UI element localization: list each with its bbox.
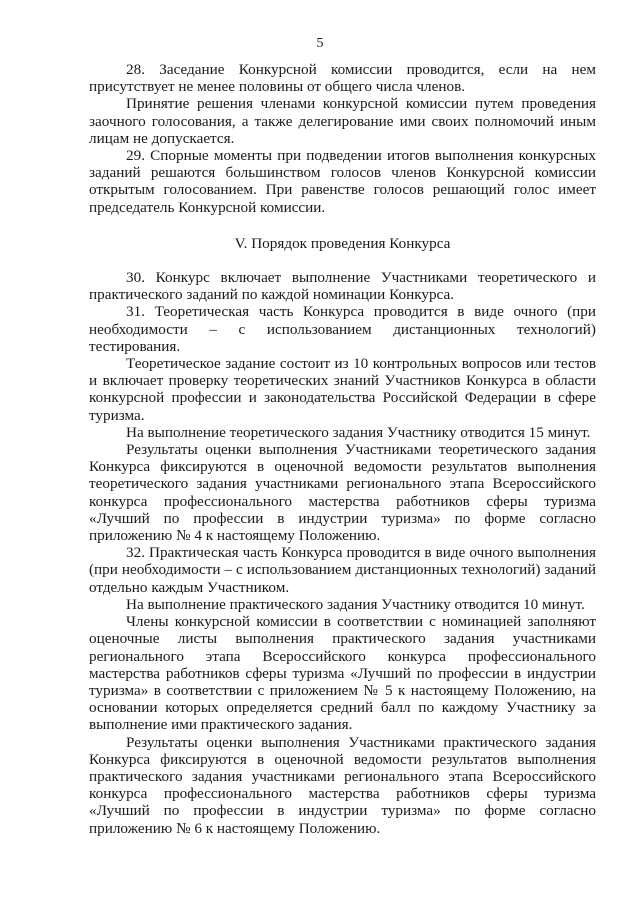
- page-number: 5: [316, 36, 324, 51]
- paragraph-voting-rules: Принятие решения членами конкурсной комиссии путем проведения заочного голосования, а также делегирование ими своих полномочий иным лицам не допускается.: [89, 95, 596, 147]
- paragraph-32: 32. Практическая часть Конкурса проводится в виде очного выполнения (при необходимости – с использованием дистанционных технологий) заданий отдельно каждым Участником.: [89, 544, 596, 596]
- paragraph-30: 30. Конкурс включает выполнение Участниками теоретического и практического заданий по каждой номинации Конкурса.: [89, 269, 596, 304]
- paragraph-theory-results: Результаты оценки выполнения Участниками теоретического задания Конкурса фиксируются в оценочной ведомости результатов выполнения теоретического задания участниками регионального этапа Всероссийского конкурса профессионального мастерства работников сферы туризма «Лучший по профессии в индустрии туризма» по форме согласно приложению № 4 к настоящему Положению.: [89, 441, 596, 545]
- paragraph-practice-time: На выполнение практического задания Участнику отводится 10 минут.: [126, 595, 585, 613]
- paragraph-28: 28. Заседание Конкурсной комиссии проводится, если на нем присутствует не менее половины от общего числа членов.: [89, 61, 596, 96]
- paragraph-31: 31. Теоретическая часть Конкурса проводится в виде очного (при необходимости – с использованием дистанционных технологий) тестирования.: [89, 303, 596, 355]
- paragraph-theory-time: На выполнение теоретического задания Участнику отводится 15 минут.: [126, 423, 591, 441]
- paragraph-practice-results: Результаты оценки выполнения Участниками практического задания Конкурса фиксируются в оценочной ведомости результатов выполнения практического задания участниками регионального этапа Всероссийского конкурса профессионального мастерства работников сферы туризма «Лучший по профессии в индустрии туризма» по форме согласно приложению № 6 к настоящему Положению.: [89, 733, 596, 837]
- paragraph-theory-task: Теоретическое задание состоит из 10 контрольных вопросов или тестов и включает проверку теоретических знаний Участников Конкурса в области конкурсной профессии и законодательства Российской Федерации в сфере туризма.: [89, 355, 596, 424]
- section-heading: V. Порядок проведения Конкурса: [234, 234, 451, 252]
- paragraph-evaluation-sheets: Члены конкурсной комиссии в соответствии с номинацией заполняют оценочные листы выполнения практического задания участниками регионального этапа Всероссийского конкурса профессионального мастерства работников сферы туризма «Лучший по профессии в индустрии туризма» в соответствии с приложением № 5 к настоящему Положению, на основании которых определяется средний балл по каждому Участнику за выполнение ими практического задания.: [89, 613, 596, 734]
- paragraph-29: 29. Спорные моменты при подведении итогов выполнения конкурсных заданий решаются большинством голосов членов Конкурсной комиссии открытым голосованием. При равенстве голосов решающий голос имеет председатель Конкурсной комиссии.: [89, 147, 596, 216]
- document-body: [89, 61, 596, 837]
